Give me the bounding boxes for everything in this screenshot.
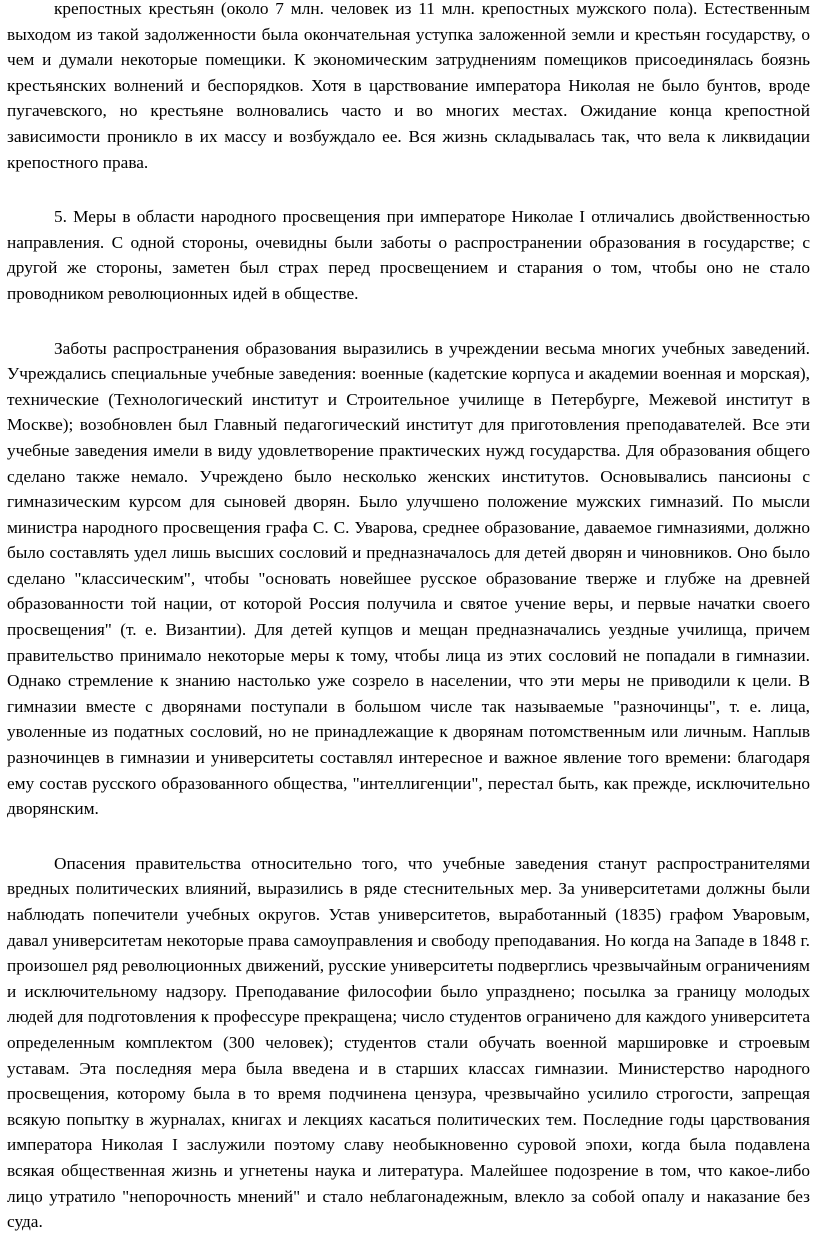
paragraph-serfdom-end: крепостных крестьян (около 7 млн. человек из 11 млн. крепостных мужского пола). Естественным выходом из такой задолженности была окончательная уступка заложенной земли и крестьян государству, о чем и думали некоторые помещики. К экономическим затруднениям помещиков присоединялась боязнь крестьянских волнений и беспорядков. Хотя в царствование императора Николая не было бунтов, вроде пугачевского, но крестьяне волновались часто и во многих местах. Ожидание конца крепостной зависимости проникло в их массу и возбуждало ее. Вся жизнь складывалась так, что вела к ликвидации крепостного права. — [7, 0, 810, 172]
paragraph-education-intro: 5. Меры в области народного просвещения при императоре Николае I отличались двойственностью направления. С одной стороны, очевидны были заботы о распространении образования в государстве; с другой же стороны, заметен был страх перед просвещением и старания о том, чтобы оно не стало проводником революционных идей в обществе. — [7, 207, 810, 303]
paragraph-gap — [7, 307, 810, 336]
paragraph-education-spread: Заботы распространения образования выразились в учреждении весьма многих учебных заведений. Учреждались специальные учебные заведения: военные (кадетские корпуса и академии военная и морская), технические (Технологический институт и Строительное училище в Петербурге, Межевой институт в Москве); возобновлен был Главный педагогический институт для приготовления преподавателей. Все эти учебные заведения имели в виду удовлетворение практических нужд государства. Для образования общего сделано также немало. Учреждено было несколько женских институтов. Основывались пансионы с гимназическим курсом для сыновей дворян. Было улучшено положение мужских гимназий. По мысли министра народного просвещения графа С. С. Уварова, среднее образование, даваемое гимназиями, должно было составлять удел лишь высших сословий и предназначалось для детей дворян и чиновников. Оно было сделано "классическим", чтобы "основать новейшее русское образование тверже и глубже на древней образованности той нации, от которой Россия получила и святое учение веры, и первые начатки своего просвещения" (т. е. Византии). Для детей купцов и мещан предназначались уездные училища, причем правительство принимало некоторые меры к тому, чтобы лица из этих сословий не попадали в гимназии. Однако стремление к знанию настолько уже созрело в населении, что эти меры не приводили к цели. В гимназии вместе с дворянами поступали в большом числе так называемые "разночинцы", т. е. лица, уволенные из податных сословий, но не принадлежащие к дворянам потомственным или личным. Наплыв разночинцев в гимназии и университеты составлял интересное и важное явление того времени: благодаря ему состав русского образованного общества, "интеллигенции", перестал быть, как прежде, исключительно дворянским. — [7, 338, 810, 819]
paragraph-gap — [7, 822, 810, 851]
paragraph-government-restrictions: Опасения правительства относительно того, что учебные заведения станут распространителями вредных политических влияний, выразились в ряде стеснительных мер. За университетами должны были наблюдать попечители учебных округов. Устав университетов, выработанный (1835) графом Уваровым, давал университетам некоторые права самоуправления и свободу преподавания. Но когда на Западе в 1848 г. произошел ряд революционных движений, русские университеты подверглись чрезвычайным ограничениям и исключительному надзору. Преподавание философии было упразднено; посылка за границу молодых людей для подготовления к профессуре прекращена; число студентов ограничено для каждого университета определенным комплектом (300 человек); студентов стали обучать военной маршировке и строевым уставам. Эта последняя мера была введена и в старших классах гимназии. Министерство народного просвещения, которому была в то время подчинена цензура, чрезвычайно усилило строгости, запрещая всякую попытку в журналах, книгах и лекциях касаться политических тем. Последние годы царствования императора Николая I заслужили поэтому славу необыкновенно суровой эпохи, когда была подавлена всякая общественная жизнь и угнетены наука и литература. Малейшее подозрение в том, что какое-либо лицо утратило "непорочность мнений" и стало неблагонадежным, влекло за собой опалу и наказание без суда. — [7, 853, 810, 1232]
paragraph-gap — [7, 175, 810, 204]
